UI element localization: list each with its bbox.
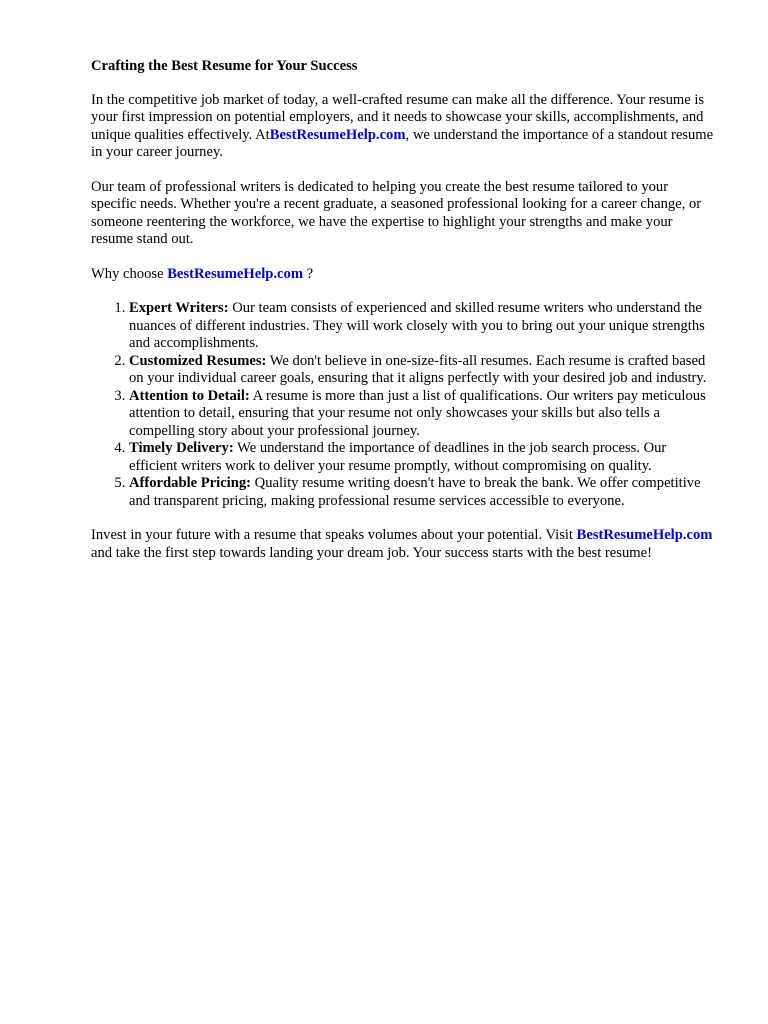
why-choose-paragraph xyxy=(91,266,717,284)
reason-text: Our team consists of experienced and skilled resume writers who understand the nuances of different industries. They will work closely with you to bring out your unique strengths and accomplishments. xyxy=(129,300,705,351)
closing-site-link[interactable]: BestResumeHelp.com xyxy=(576,527,713,543)
reason-heading: Attention to Detail: xyxy=(129,387,250,404)
closing-text-after-link: and take the first step towards landing your dream job. Your success starts with the best resume! xyxy=(91,544,652,561)
reason-heading: Customized Resumes: xyxy=(129,352,267,369)
reason-heading: Affordable Pricing: xyxy=(129,475,251,491)
list-item xyxy=(129,388,717,441)
intro-text-after-link: , we understand the importance of a standout resume in your career journey. xyxy=(91,126,714,160)
why-choose-text: Why choose xyxy=(91,265,168,282)
list-item xyxy=(129,440,717,475)
intro-paragraph xyxy=(91,92,717,162)
list-item xyxy=(129,353,717,388)
team-paragraph: Our team of professional writers is dedicated to helping you create the best resume tailored to your specific needs. Whether you're a recent graduate, a seasoned professional looking for a career change, or someone reentering the workforce, we have the expertise to highlight your strengths and make your resume stand out. xyxy=(91,178,702,247)
why-choose-question-mark: ? xyxy=(302,265,314,282)
why-choose-site-link[interactable]: BestResumeHelp.com xyxy=(167,265,303,282)
closing-paragraph xyxy=(91,527,717,562)
intro-site-link[interactable]: BestResumeHelp.com xyxy=(269,126,406,143)
list-item xyxy=(129,475,717,510)
reasons-list xyxy=(91,300,717,510)
document-title: Crafting the Best Resume for Your Success xyxy=(91,58,358,74)
reason-text: We understand the importance of deadlines in the job search process. Our efficient writers work to deliver your resume promptly, without compromising on quality. xyxy=(129,440,667,474)
reason-heading: Timely Delivery: xyxy=(129,440,234,456)
intro-text-before-link: In the competitive job market of today, a well-crafted resume can make all the difference. Your resume is your first impression on potential employers, and it needs to showcase your skills, accomplishments, and unique qualities effectively. At xyxy=(91,91,705,143)
reason-text: We don't believe in one-size-fits-all resumes. Each resume is crafted based on your individual career goals, ensuring that it aligns perfectly with your desired job and industry. xyxy=(129,352,707,386)
list-item xyxy=(129,300,717,353)
closing-text-before-link: Invest in your future with a resume that speaks volumes about your potential. Visit xyxy=(91,527,577,543)
reason-text: Quality resume writing doesn't have to break the bank. We offer competitive and transparent pricing, making professional resume services accessible to everyone. xyxy=(129,475,701,509)
document-page xyxy=(91,58,717,579)
reason-heading: Expert Writers: xyxy=(129,300,229,316)
reason-text: A resume is more than just a list of qualifications. Our writers pay meticulous attention to detail, ensuring that your resume not only showcases your skills but also tells a compelling story about your professional journey. xyxy=(129,387,706,439)
